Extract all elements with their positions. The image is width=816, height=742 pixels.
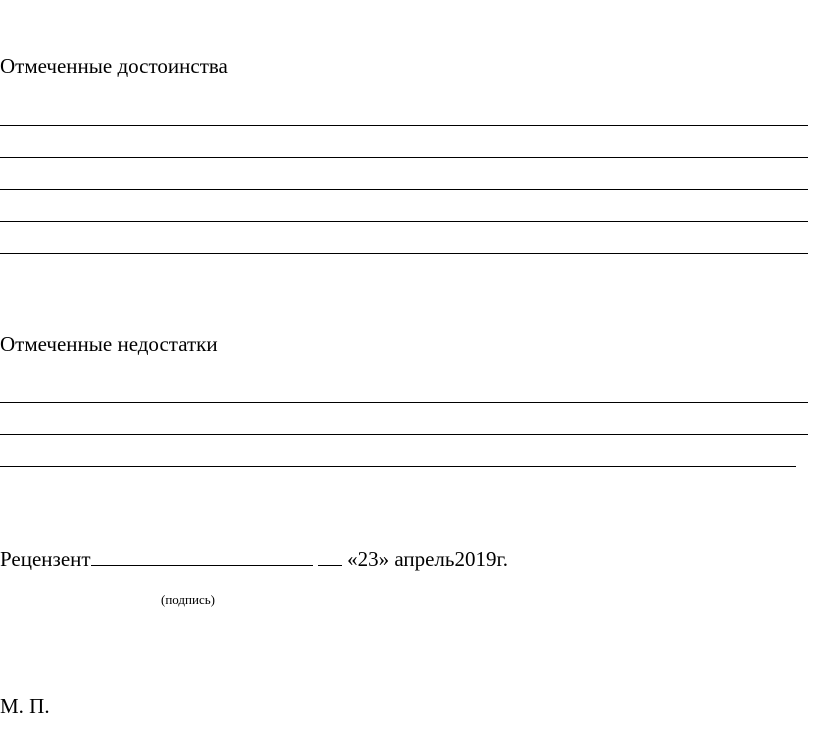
review-date: «23» апрель2019г. — [347, 547, 508, 571]
shortcomings-blank-line — [0, 434, 808, 435]
shortcomings-blank-line — [0, 402, 808, 403]
date-prefix-blank — [318, 545, 342, 566]
stamp-label: М. П. — [0, 694, 50, 718]
merits-blank-line — [0, 221, 808, 222]
merits-blank-line — [0, 157, 808, 158]
merits-blank-line — [0, 189, 808, 190]
signature-caption: (подпись) — [161, 592, 215, 607]
shortcomings-blank-line — [0, 466, 796, 467]
merits-blank-line — [0, 125, 808, 126]
reviewer-line — [0, 545, 508, 571]
shortcomings-heading: Отмеченные недостатки — [0, 332, 218, 356]
reviewer-label: Рецензент — [0, 547, 91, 571]
merits-heading: Отмеченные достоинства — [0, 54, 228, 78]
merits-blank-line — [0, 253, 808, 254]
signature-blank — [91, 545, 313, 566]
